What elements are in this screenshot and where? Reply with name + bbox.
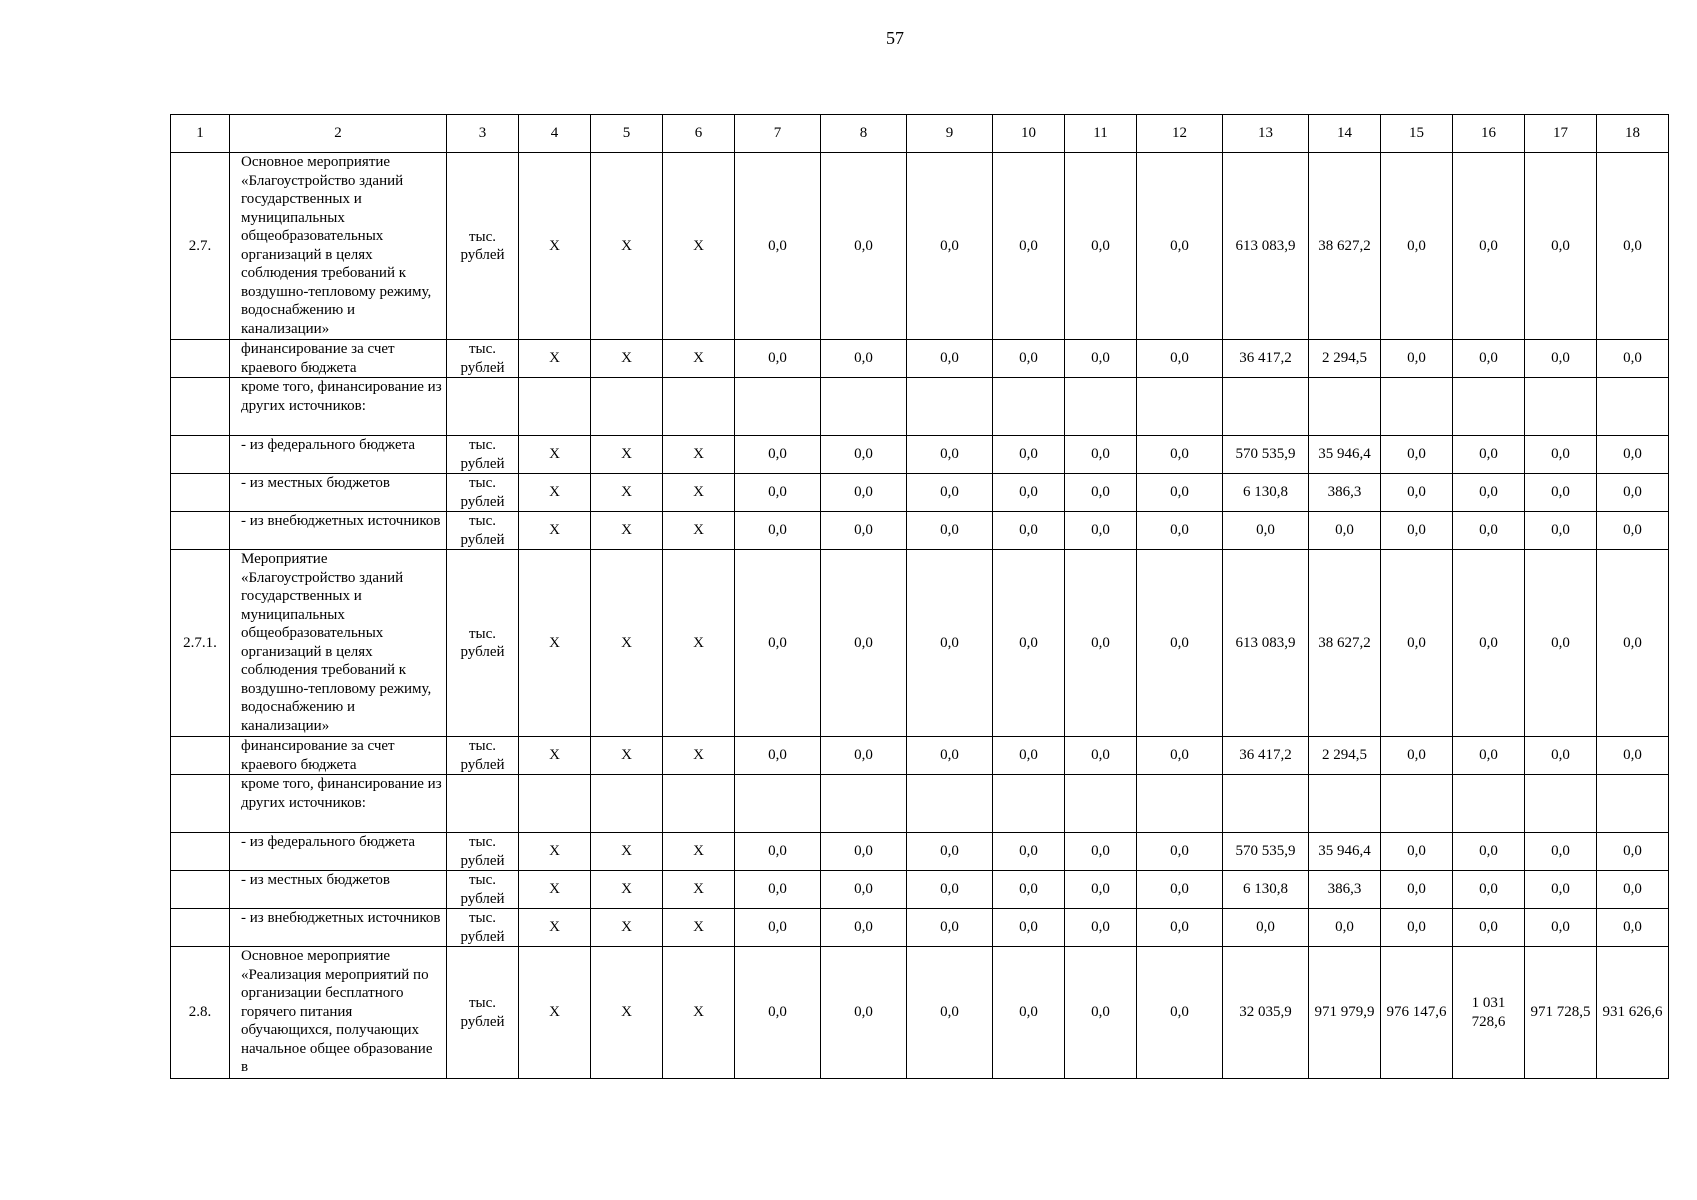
value-cell: 613 083,9 — [1223, 153, 1309, 340]
value-cell: Х — [591, 436, 663, 474]
value-cell: Х — [663, 153, 735, 340]
row-unit-cell — [447, 775, 519, 833]
value-cell: Х — [591, 153, 663, 340]
value-cell: 0,0 — [907, 474, 993, 512]
value-cell: 0,0 — [1137, 436, 1223, 474]
value-cell: 0,0 — [735, 550, 821, 737]
value-cell: 0,0 — [1597, 474, 1669, 512]
table-row — [171, 909, 1669, 947]
value-cell: 0,0 — [1453, 909, 1525, 947]
row-name-cell: финансирование за счет краевого бюджета — [230, 340, 447, 378]
value-cell: 0,0 — [1381, 909, 1453, 947]
table-row — [171, 871, 1669, 909]
value-cell — [591, 775, 663, 833]
row-number-cell — [171, 833, 230, 871]
table-row — [171, 775, 1669, 833]
value-cell: 0,0 — [1137, 871, 1223, 909]
value-cell: 0,0 — [1137, 909, 1223, 947]
value-cell: 0,0 — [1065, 153, 1137, 340]
table-row — [171, 512, 1669, 550]
value-cell: 0,0 — [993, 436, 1065, 474]
value-cell: 976 147,6 — [1381, 947, 1453, 1079]
value-cell: 36 417,2 — [1223, 340, 1309, 378]
value-cell — [1453, 378, 1525, 436]
value-cell: 0,0 — [1223, 909, 1309, 947]
column-header: 15 — [1381, 115, 1453, 153]
value-cell — [663, 378, 735, 436]
value-cell: 0,0 — [993, 871, 1065, 909]
value-cell: 0,0 — [1597, 512, 1669, 550]
value-cell: 35 946,4 — [1309, 833, 1381, 871]
value-cell — [1597, 378, 1669, 436]
value-cell: 0,0 — [1137, 474, 1223, 512]
row-number-cell — [171, 436, 230, 474]
value-cell: 0,0 — [1453, 474, 1525, 512]
value-cell: Х — [591, 340, 663, 378]
value-cell — [1223, 775, 1309, 833]
value-cell: 0,0 — [993, 474, 1065, 512]
value-cell — [1525, 378, 1597, 436]
value-cell — [1597, 775, 1669, 833]
value-cell: 0,0 — [1381, 436, 1453, 474]
value-cell: 0,0 — [1065, 474, 1137, 512]
value-cell: 0,0 — [1223, 512, 1309, 550]
row-unit-cell — [447, 378, 519, 436]
value-cell — [1525, 775, 1597, 833]
value-cell: Х — [519, 947, 591, 1079]
row-number-cell — [171, 512, 230, 550]
value-cell: Х — [591, 833, 663, 871]
table-row — [171, 833, 1669, 871]
value-cell — [1381, 775, 1453, 833]
value-cell: 0,0 — [1453, 436, 1525, 474]
value-cell: 0,0 — [735, 436, 821, 474]
page-number: 57 — [886, 28, 904, 48]
column-header: 4 — [519, 115, 591, 153]
column-header: 1 — [171, 115, 230, 153]
value-cell: 0,0 — [1065, 340, 1137, 378]
value-cell: 35 946,4 — [1309, 436, 1381, 474]
table-row — [171, 550, 1669, 737]
value-cell: Х — [663, 340, 735, 378]
value-cell: 0,0 — [1137, 512, 1223, 550]
value-cell — [1453, 775, 1525, 833]
value-cell: 0,0 — [1525, 340, 1597, 378]
table-row — [171, 737, 1669, 775]
value-cell: Х — [591, 474, 663, 512]
value-cell: 0,0 — [1381, 550, 1453, 737]
row-unit-cell: тыс. рублей — [447, 833, 519, 871]
value-cell: Х — [591, 947, 663, 1079]
table-row — [171, 436, 1669, 474]
row-name-cell: - из местных бюджетов — [230, 474, 447, 512]
value-cell: Х — [663, 909, 735, 947]
value-cell — [1137, 378, 1223, 436]
value-cell: 0,0 — [993, 737, 1065, 775]
table-row — [171, 153, 1669, 340]
value-cell: 0,0 — [1597, 833, 1669, 871]
value-cell: 0,0 — [735, 947, 821, 1079]
value-cell: 0,0 — [735, 871, 821, 909]
value-cell: 0,0 — [821, 340, 907, 378]
value-cell: 0,0 — [735, 512, 821, 550]
value-cell: 613 083,9 — [1223, 550, 1309, 737]
value-cell: 0,0 — [1381, 737, 1453, 775]
value-cell: 0,0 — [1453, 153, 1525, 340]
value-cell: 0,0 — [1453, 512, 1525, 550]
value-cell — [993, 775, 1065, 833]
value-cell: 0,0 — [993, 340, 1065, 378]
budget-table-body — [171, 115, 1669, 1079]
row-number-cell — [171, 871, 230, 909]
value-cell — [1309, 378, 1381, 436]
value-cell: 38 627,2 — [1309, 153, 1381, 340]
row-number-cell — [171, 378, 230, 436]
value-cell: 0,0 — [1137, 947, 1223, 1079]
value-cell — [993, 378, 1065, 436]
value-cell: 0,0 — [993, 947, 1065, 1079]
value-cell: 0,0 — [907, 340, 993, 378]
value-cell: Х — [519, 153, 591, 340]
row-name-cell: Основное мероприятие «Благоустройство зданий государственных и муниципальных общеобразовательных организаций в целях соблюдения требований к воздушно-тепловому режиму, водоснабжению и канализации» — [230, 153, 447, 340]
value-cell — [735, 775, 821, 833]
row-number-cell — [171, 474, 230, 512]
value-cell: 1 031 728,6 — [1453, 947, 1525, 1079]
value-cell: 0,0 — [1597, 436, 1669, 474]
value-cell: 0,0 — [735, 737, 821, 775]
value-cell: Х — [519, 550, 591, 737]
value-cell: Х — [519, 737, 591, 775]
row-unit-cell: тыс. рублей — [447, 909, 519, 947]
value-cell: 0,0 — [735, 340, 821, 378]
value-cell: 0,0 — [907, 512, 993, 550]
value-cell: 0,0 — [1525, 436, 1597, 474]
value-cell: 0,0 — [1453, 550, 1525, 737]
value-cell: Х — [663, 512, 735, 550]
value-cell: 0,0 — [821, 833, 907, 871]
value-cell: 0,0 — [735, 153, 821, 340]
value-cell: Х — [663, 871, 735, 909]
column-header: 18 — [1597, 115, 1669, 153]
row-unit-cell: тыс. рублей — [447, 512, 519, 550]
table-row — [171, 947, 1669, 1079]
row-unit-cell: тыс. рублей — [447, 153, 519, 340]
value-cell — [1309, 775, 1381, 833]
value-cell: Х — [663, 833, 735, 871]
value-cell: 36 417,2 — [1223, 737, 1309, 775]
value-cell: 0,0 — [1525, 737, 1597, 775]
value-cell: Х — [591, 737, 663, 775]
value-cell: 0,0 — [1597, 153, 1669, 340]
value-cell: Х — [519, 833, 591, 871]
row-name-cell: - из внебюджетных источников — [230, 909, 447, 947]
row-unit-cell: тыс. рублей — [447, 871, 519, 909]
value-cell: 570 535,9 — [1223, 833, 1309, 871]
value-cell: 0,0 — [1065, 909, 1137, 947]
value-cell: Х — [591, 871, 663, 909]
value-cell: 0,0 — [821, 550, 907, 737]
value-cell: 2 294,5 — [1309, 340, 1381, 378]
value-cell: 0,0 — [1597, 737, 1669, 775]
value-cell: 971 728,5 — [1525, 947, 1597, 1079]
budget-table — [170, 114, 1669, 1079]
row-name-cell: - из внебюджетных источников — [230, 512, 447, 550]
value-cell: 0,0 — [821, 947, 907, 1079]
value-cell: Х — [519, 909, 591, 947]
value-cell: 0,0 — [1525, 909, 1597, 947]
column-header-row — [171, 115, 1669, 153]
value-cell: 0,0 — [1597, 340, 1669, 378]
value-cell: 971 979,9 — [1309, 947, 1381, 1079]
value-cell: Х — [519, 340, 591, 378]
value-cell — [519, 378, 591, 436]
value-cell — [519, 775, 591, 833]
value-cell: 0,0 — [1065, 550, 1137, 737]
row-name-cell: - из местных бюджетов — [230, 871, 447, 909]
value-cell: 0,0 — [1065, 737, 1137, 775]
row-number-cell — [171, 909, 230, 947]
value-cell: 0,0 — [821, 436, 907, 474]
value-cell: 0,0 — [1065, 871, 1137, 909]
value-cell: 0,0 — [1597, 871, 1669, 909]
value-cell: 0,0 — [993, 909, 1065, 947]
table-row — [171, 378, 1669, 436]
value-cell: Х — [663, 550, 735, 737]
row-unit-cell: тыс. рублей — [447, 947, 519, 1079]
value-cell: Х — [519, 436, 591, 474]
value-cell: 0,0 — [993, 153, 1065, 340]
value-cell: 0,0 — [1597, 909, 1669, 947]
value-cell: Х — [663, 947, 735, 1079]
value-cell: Х — [663, 436, 735, 474]
value-cell: 0,0 — [993, 833, 1065, 871]
value-cell: 0,0 — [1309, 512, 1381, 550]
value-cell: 0,0 — [1065, 833, 1137, 871]
value-cell: 0,0 — [821, 153, 907, 340]
column-header: 7 — [735, 115, 821, 153]
value-cell: Х — [591, 512, 663, 550]
value-cell: 0,0 — [1137, 833, 1223, 871]
row-name-cell: - из федерального бюджета — [230, 833, 447, 871]
value-cell: 0,0 — [1381, 871, 1453, 909]
value-cell: 0,0 — [1453, 737, 1525, 775]
value-cell: 32 035,9 — [1223, 947, 1309, 1079]
value-cell — [907, 775, 993, 833]
value-cell: 0,0 — [993, 550, 1065, 737]
value-cell: 0,0 — [1381, 474, 1453, 512]
value-cell: 386,3 — [1309, 871, 1381, 909]
value-cell: 0,0 — [735, 833, 821, 871]
column-header: 2 — [230, 115, 447, 153]
value-cell: 6 130,8 — [1223, 474, 1309, 512]
value-cell: 0,0 — [907, 909, 993, 947]
value-cell: 0,0 — [1453, 340, 1525, 378]
table-row — [171, 340, 1669, 378]
row-number-cell — [171, 737, 230, 775]
value-cell — [821, 775, 907, 833]
value-cell: 0,0 — [1525, 474, 1597, 512]
value-cell: Х — [591, 550, 663, 737]
value-cell: 0,0 — [907, 871, 993, 909]
row-unit-cell: тыс. рублей — [447, 340, 519, 378]
value-cell: 0,0 — [907, 737, 993, 775]
value-cell: Х — [663, 474, 735, 512]
value-cell: 0,0 — [1381, 153, 1453, 340]
row-name-cell: финансирование за счет краевого бюджета — [230, 737, 447, 775]
value-cell: 2 294,5 — [1309, 737, 1381, 775]
value-cell: 0,0 — [1137, 550, 1223, 737]
value-cell: Х — [519, 871, 591, 909]
value-cell — [1137, 775, 1223, 833]
row-number-cell: 2.7.1. — [171, 550, 230, 737]
column-header: 16 — [1453, 115, 1525, 153]
value-cell: Х — [519, 512, 591, 550]
value-cell: 0,0 — [1453, 833, 1525, 871]
value-cell: 0,0 — [1525, 550, 1597, 737]
row-name-cell: Мероприятие «Благоустройство зданий государственных и муниципальных общеобразовательных организаций в целях соблюдения требований к воздушно-тепловому режиму, водоснабжению и канализации» — [230, 550, 447, 737]
value-cell: 0,0 — [821, 512, 907, 550]
row-name-cell: Основное мероприятие «Реализация мероприятий по организации бесплатного горячего питания обучающихся, получающих начальное общее образование в — [230, 947, 447, 1079]
value-cell: Х — [663, 737, 735, 775]
value-cell: 0,0 — [1137, 153, 1223, 340]
value-cell: 570 535,9 — [1223, 436, 1309, 474]
value-cell — [1381, 378, 1453, 436]
row-name-cell: кроме того, финансирование из других источников: — [230, 775, 447, 833]
value-cell: 0,0 — [907, 947, 993, 1079]
column-header: 14 — [1309, 115, 1381, 153]
value-cell: 0,0 — [1525, 512, 1597, 550]
value-cell — [591, 378, 663, 436]
value-cell: 0,0 — [1381, 340, 1453, 378]
value-cell: 0,0 — [1453, 871, 1525, 909]
column-header: 11 — [1065, 115, 1137, 153]
row-unit-cell: тыс. рублей — [447, 737, 519, 775]
value-cell: 0,0 — [907, 153, 993, 340]
row-unit-cell: тыс. рублей — [447, 550, 519, 737]
value-cell: 0,0 — [821, 871, 907, 909]
value-cell: 0,0 — [735, 474, 821, 512]
value-cell: Х — [519, 474, 591, 512]
value-cell: 0,0 — [907, 436, 993, 474]
value-cell: 0,0 — [1381, 512, 1453, 550]
value-cell: 0,0 — [735, 909, 821, 947]
column-header: 9 — [907, 115, 993, 153]
value-cell: 0,0 — [1137, 737, 1223, 775]
row-number-cell: 2.8. — [171, 947, 230, 1079]
column-header: 12 — [1137, 115, 1223, 153]
value-cell: 0,0 — [907, 550, 993, 737]
value-cell: 0,0 — [907, 833, 993, 871]
column-header: 17 — [1525, 115, 1597, 153]
value-cell — [821, 378, 907, 436]
column-header: 13 — [1223, 115, 1309, 153]
column-header: 10 — [993, 115, 1065, 153]
row-unit-cell: тыс. рублей — [447, 436, 519, 474]
table-row — [171, 474, 1669, 512]
row-name-cell: кроме того, финансирование из других источников: — [230, 378, 447, 436]
value-cell: 0,0 — [821, 737, 907, 775]
row-name-cell: - из федерального бюджета — [230, 436, 447, 474]
value-cell: 0,0 — [1309, 909, 1381, 947]
value-cell: 0,0 — [821, 909, 907, 947]
value-cell: 0,0 — [993, 512, 1065, 550]
column-header: 5 — [591, 115, 663, 153]
value-cell — [1223, 378, 1309, 436]
value-cell: 931 626,6 — [1597, 947, 1669, 1079]
row-number-cell — [171, 775, 230, 833]
value-cell: 0,0 — [821, 474, 907, 512]
value-cell — [1065, 378, 1137, 436]
value-cell: 0,0 — [1525, 153, 1597, 340]
row-unit-cell: тыс. рублей — [447, 474, 519, 512]
value-cell: 0,0 — [1137, 340, 1223, 378]
value-cell: 0,0 — [1065, 512, 1137, 550]
value-cell — [663, 775, 735, 833]
value-cell: 0,0 — [1525, 871, 1597, 909]
value-cell: 38 627,2 — [1309, 550, 1381, 737]
value-cell: 0,0 — [1065, 947, 1137, 1079]
value-cell: 386,3 — [1309, 474, 1381, 512]
column-header: 6 — [663, 115, 735, 153]
value-cell: 0,0 — [1381, 833, 1453, 871]
column-header: 3 — [447, 115, 519, 153]
value-cell: Х — [591, 909, 663, 947]
column-header: 8 — [821, 115, 907, 153]
value-cell — [1065, 775, 1137, 833]
value-cell: 0,0 — [1525, 833, 1597, 871]
value-cell: 0,0 — [1065, 436, 1137, 474]
row-number-cell: 2.7. — [171, 153, 230, 340]
value-cell: 0,0 — [1597, 550, 1669, 737]
value-cell — [735, 378, 821, 436]
row-number-cell — [171, 340, 230, 378]
value-cell — [907, 378, 993, 436]
value-cell: 6 130,8 — [1223, 871, 1309, 909]
